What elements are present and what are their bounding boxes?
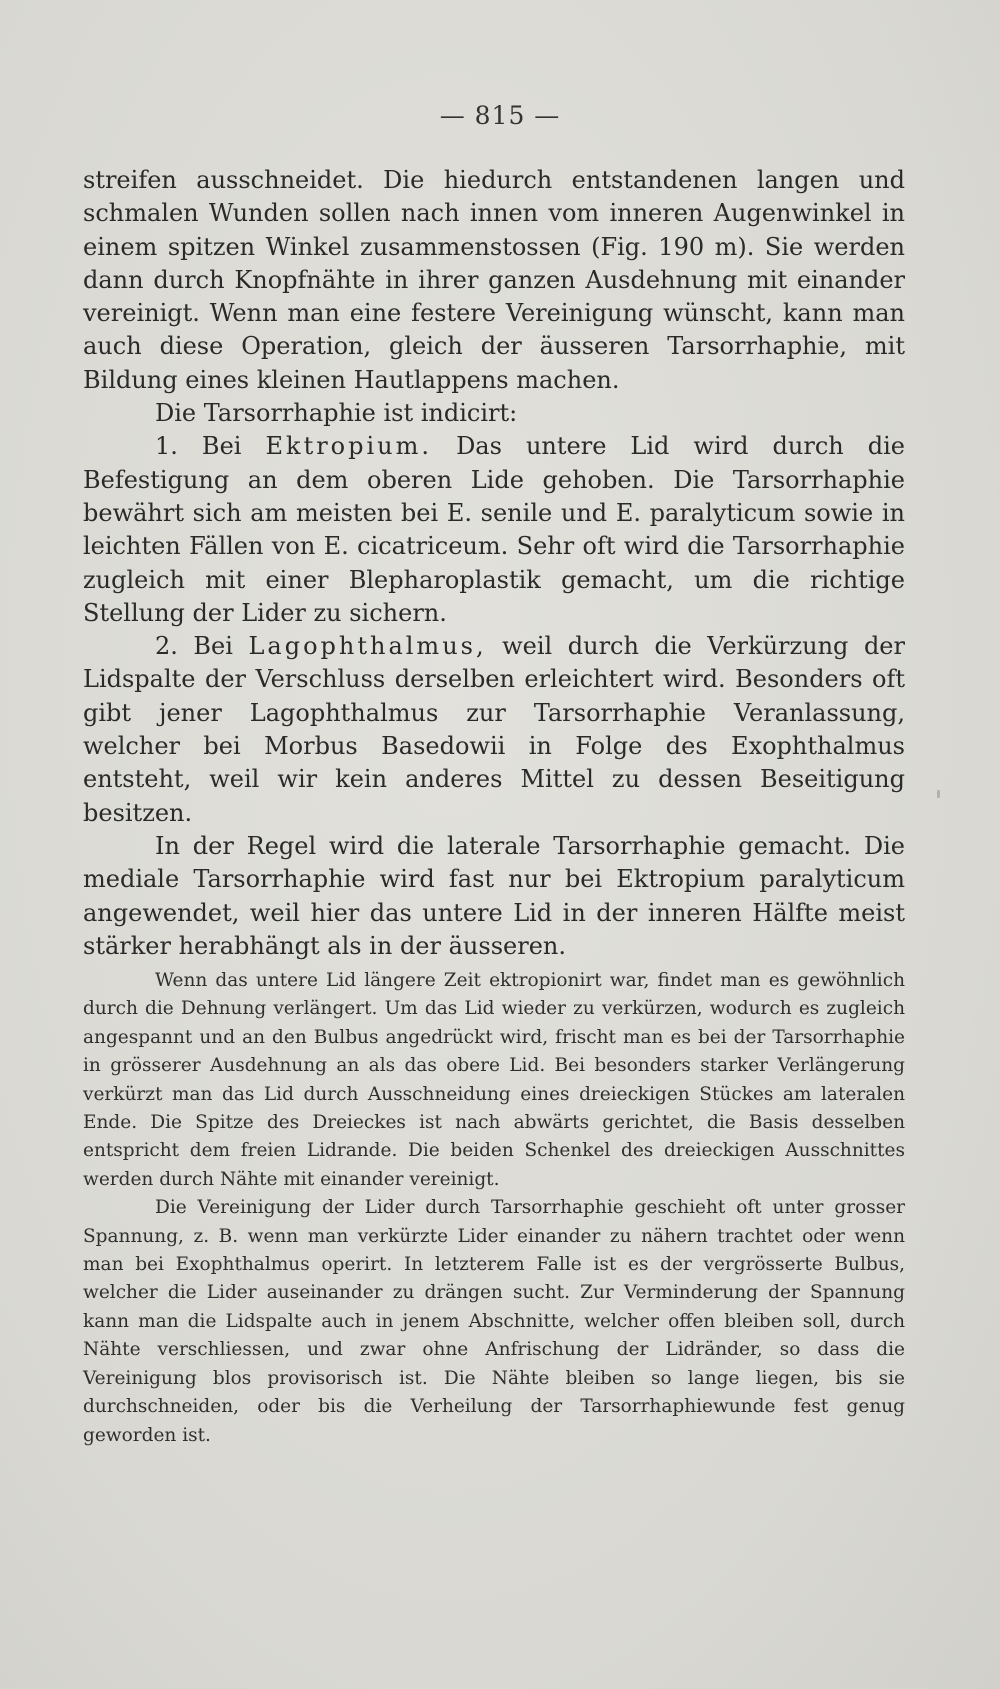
- list-number-1: 1. Bei: [155, 432, 242, 461]
- main-text: [83, 164, 905, 963]
- note-paragraph-1: Wenn das untere Lid längere Zeit ektropionirt war, findet man es gewöhnlich durch die Dehnung verlängert. Um das Lid wieder zu verkürzen, wodurch es zugleich angespannt und an den Bulbus angedrückt wird, frischt man es bei der Tarsorrhaphie in grösserer Ausdehnung an als das obere Lid. Bei besonders starker Verlängerung verkürzt man das Lid durch Ausschneidung eines dreieckigen Stückes am lateralen Ende. Die Spitze des Dreieckes ist nach abwärts gerichtet, die Basis desselben entspricht dem freien Lidrande. Die beiden Schenkel des dreieckigen Ausschnittes werden durch Nähte mit einander vereinigt.: [83, 970, 905, 1190]
- term-ektropium: Ektropium.: [265, 432, 433, 461]
- page-number: — 815 —: [439, 101, 561, 130]
- paragraph-2: Die Tarsorrhaphie ist indicirt:: [155, 399, 518, 428]
- paragraph-3: [83, 430, 905, 630]
- paragraph-5: In der Regel wird die laterale Tarsorrhaphie gemacht. Die mediale Tarsorrhaphie wird fast nur bei Ektropium paralyticum angewendet, weil hier das untere Lid in der inneren Hälfte meist stärker herabhängt als in der äusseren.: [83, 831, 905, 960]
- paragraph-4: [83, 630, 905, 830]
- small-print-notes: [83, 967, 905, 1450]
- paragraph-4-text: weil durch die Verkürzung der Lidspalte der Verschluss derselben erleichtert wird. Besonders oft gibt jener Lagophthalmus zur Tarsorrhaphie Veranlassung, welcher bei Morbus Basedowii in Folge des Exophthalmus entsteht, weil wir kein anderes Mittel zu dessen Beseitigung besitzen.: [83, 632, 905, 827]
- note-paragraph-2: Die Vereinigung der Lider durch Tarsorrhaphie geschieht oft unter grosser Spannung, z. B. wenn man verkürzte Lider einander zu nähern trachtet oder wenn man bei Exophthalmus operirt. In letzterem Falle ist es der vergrösserte Bulbus, welcher die Lider auseinander zu drängen sucht. Zur Verminderung der Spannung kann man die Lidspalte auch in jenem Abschnitte, welcher offen bleiben soll, durch Nähte verschliessen, und zwar ohne Anfrischung der Lidränder, so dass die Vereinigung blos provisorisch ist. Die Nähte bleiben so lange liegen, bis sie durchschneiden, oder bis die Verheilung der Tarsorrhaphiewunde fest genug geworden ist.: [83, 1197, 905, 1446]
- paragraph-1: streifen ausschneidet. Die hiedurch entstandenen langen und schmalen Wunden sollen nach innen vom inneren Augenwinkel in einem spitzen Winkel zusammenstossen (Fig. 190 m). Sie werden dann durch Knopfnähte in ihrer ganzen Ausdehnung mit einander vereinigt. Wenn man eine festere Vereinigung wünscht, kann man auch diese Operation, gleich der äusseren Tarsorrhaphie, mit Bildung eines kleinen Hautlappens machen.: [83, 166, 905, 394]
- paragraph-3-text: Das untere Lid wird durch die Befestigung an dem oberen Lide gehoben. Die Tarsorrhaphie bewährt sich am meisten bei E. senile und E. paralyticum sowie in leichten Fällen von E. cicatriceum. Sehr oft wird die Tarsorrhaphie zugleich mit einer Blepharoplastik gemacht, um die richtige Stellung der Lider zu sichern.: [83, 432, 905, 627]
- term-lagophthalmus: Lagophthalmus,: [248, 632, 487, 661]
- list-number-2: 2. Bei: [155, 632, 233, 661]
- paper-speck: [937, 790, 940, 798]
